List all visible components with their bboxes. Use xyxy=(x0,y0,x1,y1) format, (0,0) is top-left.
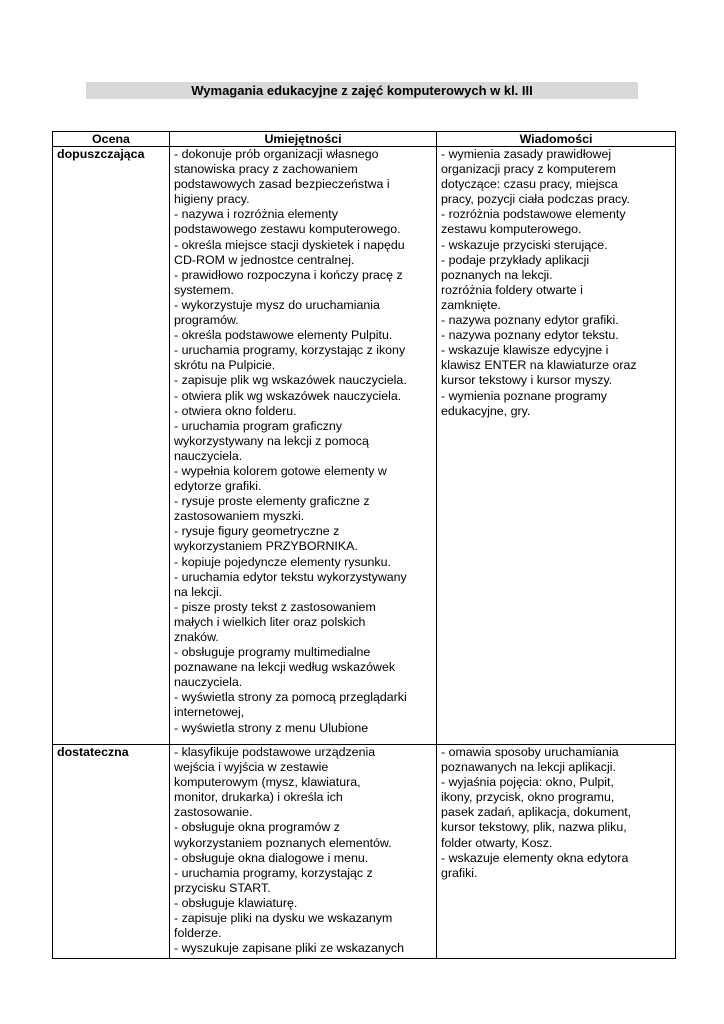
skills-text: - klasyfikuje podstawowe urządzenia wejścia i wyjścia w zestawie komputerowym (mysz, klawiatura, monitor, drukarka) i określa ich zastosowanie. - obsługuje okna programów z wykorzystaniem poznanych elementów. - obsługuje okna dialogowe i menu. - uruchamia programy, korzystając z przycisku START. - obsługuje klawiaturę. - zapisuje pliki na dysku we wskazanym folderze. - wyszukuje zapisane pliki ze wskazanych xyxy=(174,745,405,956)
table-header-row xyxy=(53,132,676,147)
skills-cell xyxy=(170,147,437,745)
knowledge-text: - omawia sposoby uruchamiania poznawanych na lekcji aplikacji. - wyjaśnia pojęcia: okno, Pulpit, ikony, przycisk, okno programu, pasek zadań, aplikacja, dokument, kursor tekstowy, plik, nazwa pliku, folder otwarty, Kosz. - wskazuje elementy okna edytora grafiki. xyxy=(441,745,632,880)
header-knowledge: Wiadomości xyxy=(437,132,676,147)
skills-cell xyxy=(170,745,437,959)
knowledge-cell xyxy=(437,745,676,959)
grade-cell: dopuszczająca xyxy=(53,147,170,745)
grade-cell: dostateczna xyxy=(53,745,170,959)
knowledge-cell xyxy=(437,147,676,745)
requirements-table xyxy=(52,131,676,959)
document-title: Wymagania edukacyjne z zajęć komputerowych w kl. III xyxy=(86,82,638,99)
skills-text: - dokonuje prób organizacji własnego stanowiska pracy z zachowaniem podstawowych zasad bezpieczeństwa i higieny pracy. - nazywa i rozróżnia elementy podstawowego zestawu komputerowego. - określa miejsce stacji dyskietek i napędu CD-ROM w jednostce centralnej. - prawidłowo rozpoczyna i kończy pracę z systemem. - wykorzystuje mysz do uruchamiania programów. - określa podstawowe elementy Pulpitu. - uruchamia programy, korzystając z ikony skrótu na Pulpicie. - zapisuje plik wg wskazówek nauczyciela. - otwiera plik wg wskazówek nauczyciela. - otwiera okno folderu. - uruchamia program graficzny wykorzystywany na lekcji z pomocą nauczyciela. - wypełnia kolorem gotowe elementy w edytorze grafiki. - rysuje proste elementy graficzne z zastosowaniem myszki. - rysuje figury geometryczne z wykorzystaniem PRZYBORNIKA. - kopiuje pojedyncze elementy rysunku. - uruchamia edytor tekstu wykorzystywany na lekcji. - pisze prosty tekst z zastosowaniem małych i wielkich liter oraz polskich znaków. - obsługuje programy multimedialne poznawane na lekcji według wskazówek nauczyciela. - wyświetla strony za pomocą przeglądarki internetowej, - wyświetla strony z menu Ulubione xyxy=(174,147,407,735)
header-grade: Ocena xyxy=(53,132,170,147)
knowledge-text: - wymienia zasady prawidłowej organizacji pracy z komputerem dotyczące: czasu pracy, miejsca pracy, pozycji ciała podczas pracy. - rozróżnia podstawowe elementy zestawu komputerowego. - wskazuje przyciski sterujące. - podaje przykłady aplikacji poznanych na lekcji. rozróżnia foldery otwarte i zamknięte. - nazywa poznany edytor grafiki. - nazywa poznany edytor tekstu. - wskazuje klawisze edycyjne i klawisz ENTER na klawiaturze oraz kursor tekstowy i kursor myszy. - wymienia poznane programy edukacyjne, gry. xyxy=(441,147,637,418)
table-row xyxy=(53,147,676,745)
header-skills: Umiejętności xyxy=(170,132,437,147)
table-row xyxy=(53,745,676,959)
